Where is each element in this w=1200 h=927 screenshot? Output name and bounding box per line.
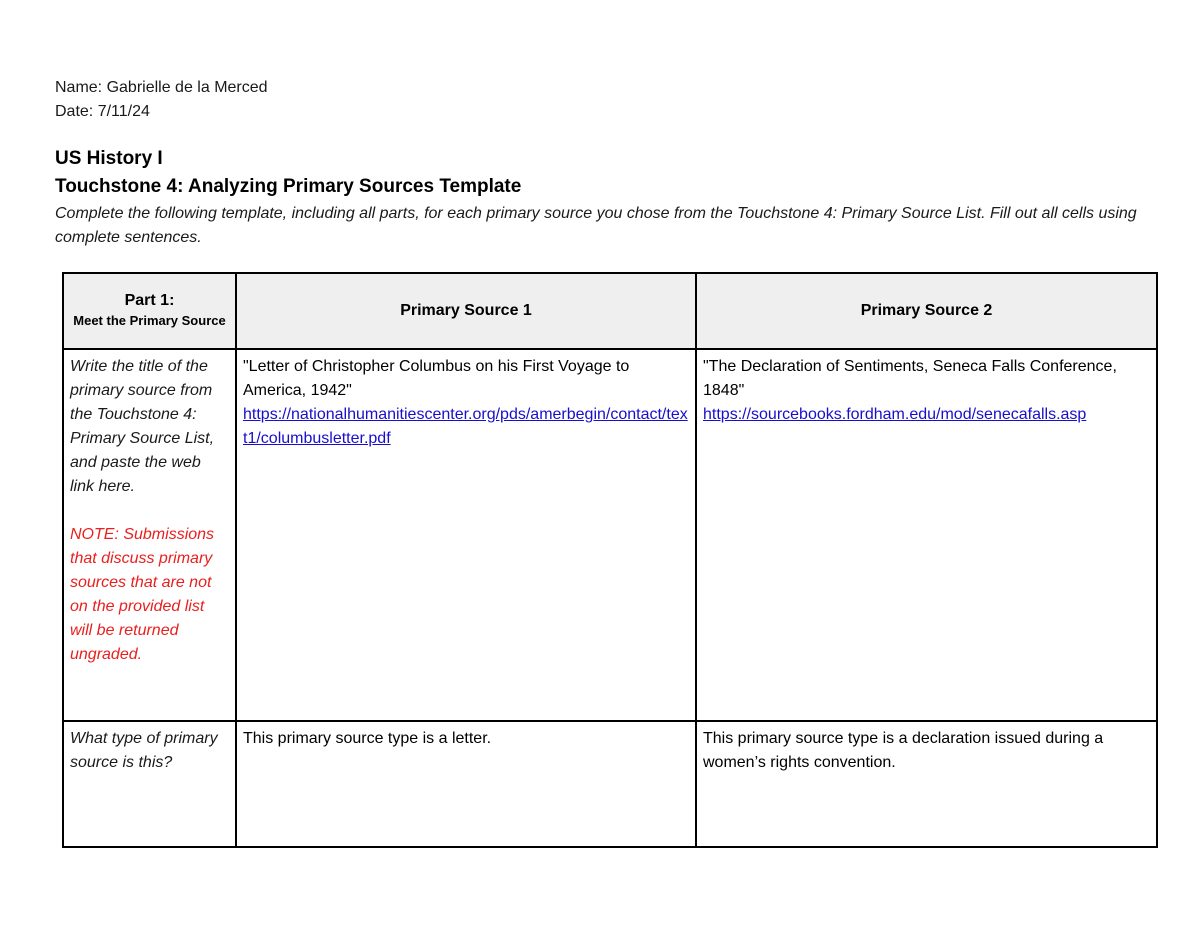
part-sublabel: Meet the Primary Source	[73, 313, 226, 328]
source-1-link[interactable]: https://nationalhumanitiescenter.org/pds/amerbegin/contact/text1/columbusletter.pdf	[243, 406, 688, 447]
student-info	[55, 76, 268, 124]
primary-source-table	[62, 272, 1158, 848]
table-row	[63, 349, 1157, 721]
table-header-row	[63, 273, 1157, 349]
name-line: Name: Gabrielle de la Merced	[55, 79, 268, 96]
source-1-cell[interactable]	[236, 721, 696, 847]
prompt-cell	[63, 721, 236, 847]
instructions: Complete the following template, including all parts, for each primary source you chose from the Touchstone 4: Primary Source List. Fill out all cells using complete sentences.	[55, 205, 1137, 246]
source-1-answer: This primary source type is a letter.	[243, 730, 492, 747]
prompt-cell	[63, 349, 236, 721]
prompt-text: What type of primary source is this?	[70, 730, 218, 771]
date-line: Date: 7/11/24	[55, 103, 150, 120]
primary-source-2-header: Primary Source 2	[696, 273, 1157, 349]
source-2-cell[interactable]	[696, 721, 1157, 847]
source-2-cell[interactable]	[696, 349, 1157, 721]
course-title: US History I	[55, 148, 163, 169]
document-title: Touchstone 4: Analyzing Primary Sources Template	[55, 176, 522, 197]
table-row	[63, 721, 1157, 847]
source-2-answer: This primary source type is a declaration issued during a women’s rights convention.	[703, 730, 1104, 771]
warning-note: NOTE: Submissions that discuss primary sources that are not on the provided list will be returned ungraded.	[70, 526, 215, 663]
source-1-title: "Letter of Christopher Columbus on his First Voyage to America, 1942"	[243, 358, 630, 399]
part-header-cell	[63, 273, 236, 349]
source-2-link[interactable]: https://sourcebooks.fordham.edu/mod/senecafalls.asp	[703, 406, 1087, 423]
part-label: Part 1:	[124, 292, 175, 309]
source-1-cell[interactable]	[236, 349, 696, 721]
prompt-text: Write the title of the primary source from the Touchstone 4: Primary Source List, and paste the web link here.	[70, 358, 215, 495]
primary-source-1-header: Primary Source 1	[236, 273, 696, 349]
source-2-title: "The Declaration of Sentiments, Seneca Falls Conference, 1848"	[703, 358, 1117, 399]
